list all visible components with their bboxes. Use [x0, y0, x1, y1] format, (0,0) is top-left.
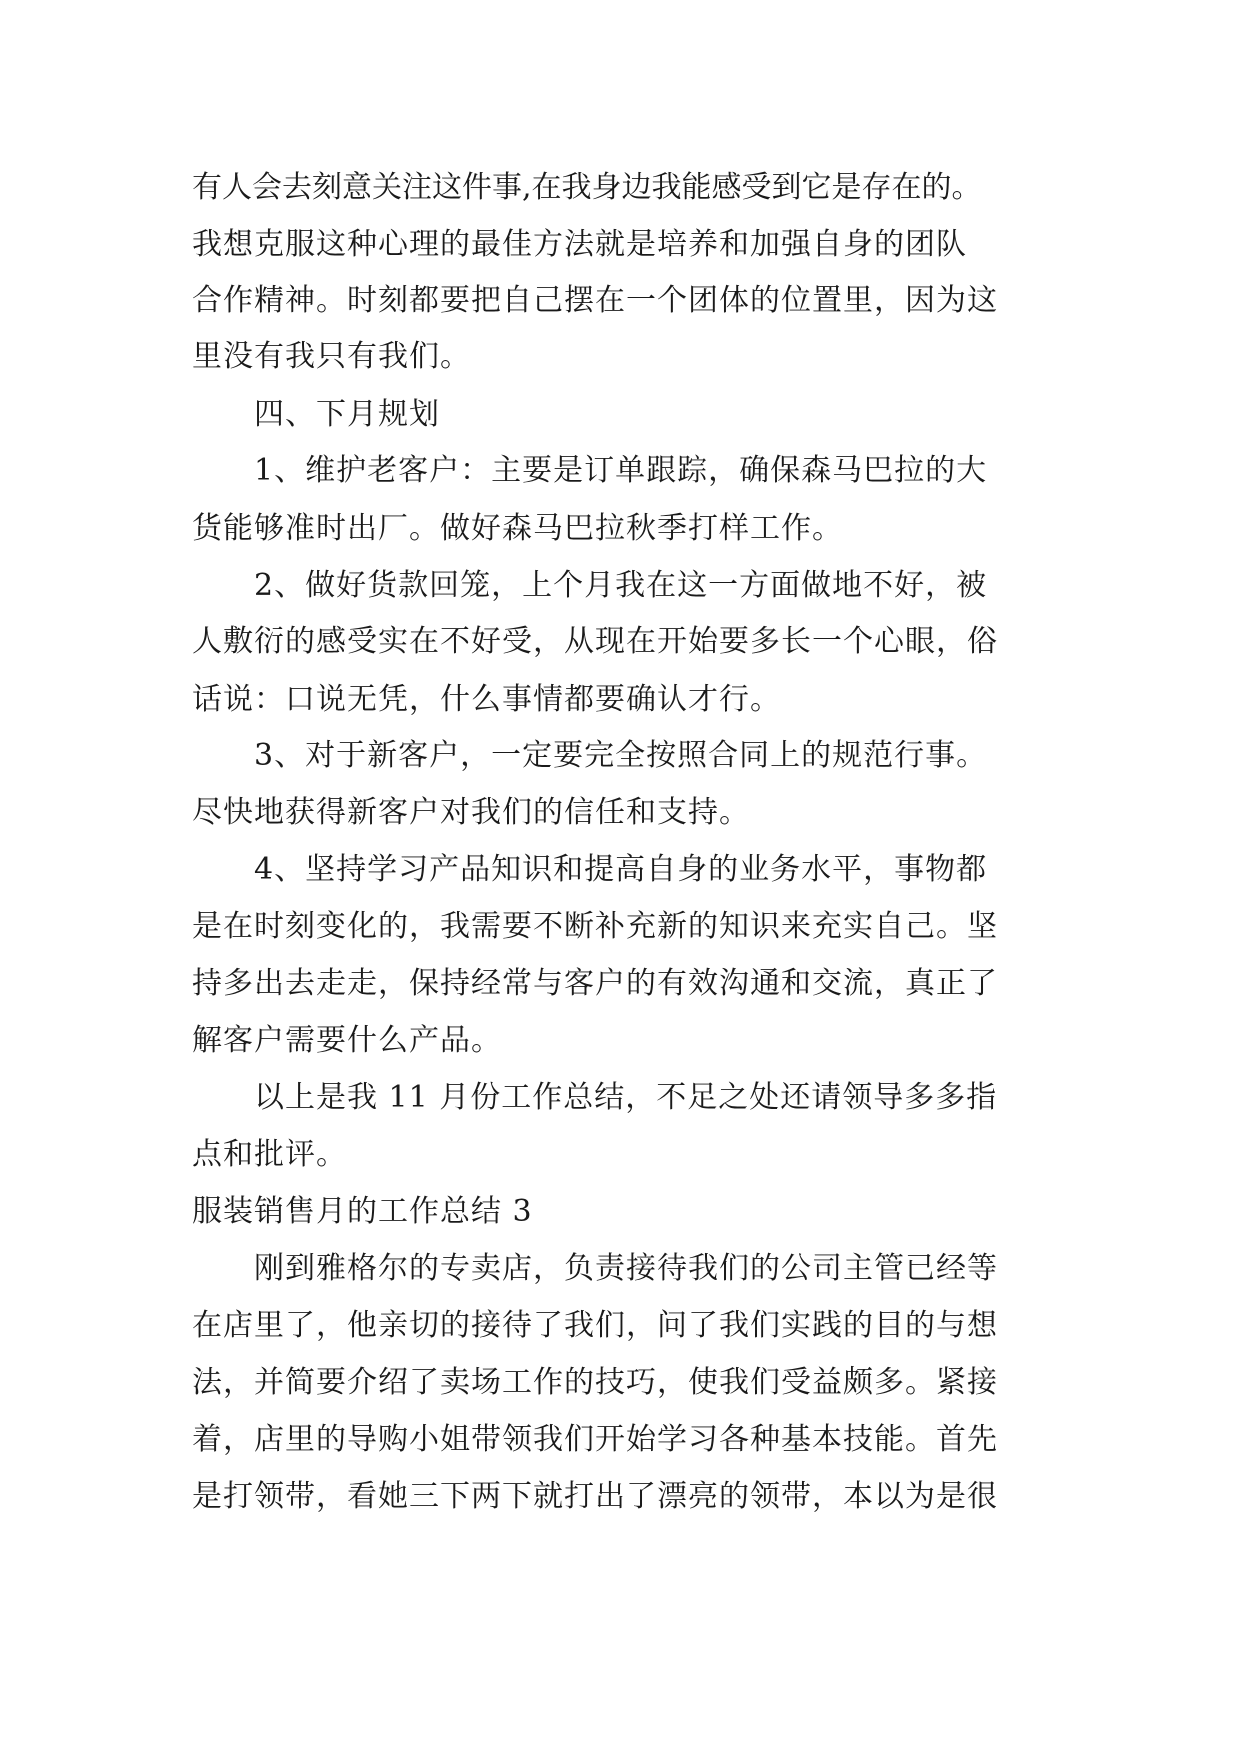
text-line: 1、维护老客户：主要是订单跟踪，确保森马巴拉的大: [254, 453, 988, 488]
section-title: 服装销售月的工作总结 3: [192, 1194, 533, 1229]
text-line: 里没有我只有我们。: [192, 339, 471, 374]
text-line: 3、对于新客户，一定要完全按照合同上的规范行事。: [254, 738, 988, 773]
text-line: 法，并简要介绍了卖场工作的技巧，使我们受益颇多。紧接: [192, 1365, 998, 1400]
text-line: 货能够准时出厂。做好森马巴拉秋季打样工作。: [192, 511, 843, 546]
text-line: 着，店里的导购小姐带领我们开始学习各种基本技能。首先: [192, 1422, 998, 1457]
text-line: 是打领带，看她三下两下就打出了漂亮的领带，本以为是很: [192, 1479, 998, 1514]
text-line: 我想克服这种心理的最佳方法就是培养和加强自身的团队: [192, 227, 967, 262]
text-line: 持多出去走走，保持经常与客户的有效沟通和交流，真正了: [192, 966, 998, 1001]
text-line: 2、做好货款回笼，上个月我在这一方面做地不好，被: [254, 568, 988, 603]
text-line: 以上是我 11 月份工作总结，不足之处还请领导多多指: [254, 1080, 998, 1115]
text-line: 有人会去刻意关注这件事,在我身边我能感受到它是存在的。: [192, 170, 982, 205]
text-line: 人敷衍的感受实在不好受，从现在开始要多长一个心眼，俗: [192, 624, 998, 659]
text-line: 刚到雅格尔的专卖店，负责接待我们的公司主管已经等: [254, 1251, 998, 1286]
text-line: 合作精神。时刻都要把自己摆在一个团体的位置里，因为这: [192, 283, 998, 318]
text-line: 4、坚持学习产品知识和提高自身的业务水平，事物都: [254, 852, 988, 887]
text-line: 解客户需要什么产品。: [192, 1023, 502, 1058]
text-line: 话说：口说无凭，什么事情都要确认才行。: [192, 682, 781, 717]
text-line: 尽快地获得新客户对我们的信任和支持。: [192, 795, 750, 830]
text-line: 在店里了，他亲切的接待了我们，问了我们实践的目的与想: [192, 1308, 998, 1343]
text-line: 点和批评。: [192, 1137, 347, 1172]
text-line: 是在时刻变化的，我需要不断补充新的知识来充实自己。坚: [192, 909, 998, 944]
section-heading: 四、下月规划: [254, 397, 440, 432]
